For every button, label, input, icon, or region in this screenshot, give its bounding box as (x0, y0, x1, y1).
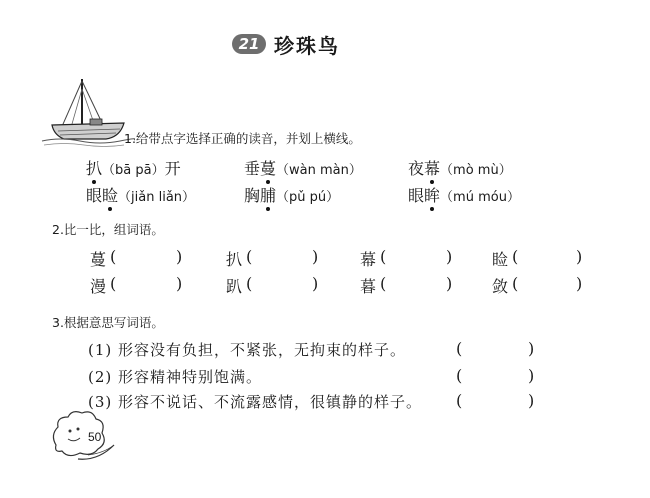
pinyin-options: wàn màn (289, 163, 349, 178)
answer-blank[interactable]: ( (512, 247, 519, 266)
compare-char: 暮 (360, 277, 377, 296)
lesson-number-badge: 21 (232, 34, 266, 54)
compare-char: 蔓 (90, 250, 107, 269)
pinyin-choice-item: 眼眸（mú móu） (408, 186, 520, 205)
pinyin-choice-item: 垂蔓（wàn màn） (244, 159, 362, 178)
pinyin-choice-item: 眼睑（jiǎn liǎn） (86, 186, 196, 205)
sailboat-illustration-icon (40, 75, 135, 150)
answer-blank[interactable]: ( (456, 366, 463, 385)
pinyin-options: jiǎn liǎn (131, 190, 183, 205)
answer-blank[interactable]: ( (456, 391, 463, 410)
answer-blank[interactable]: ( (456, 339, 463, 358)
answer-blank[interactable]: ( (512, 274, 519, 293)
answer-blank[interactable]: ( (246, 274, 253, 293)
pinyin-options: pǔ pú (289, 190, 327, 205)
definition-item: (2) 形容精神特别饱满。 (88, 368, 263, 386)
sheep-mascot-icon (48, 405, 118, 463)
compare-char: 幕 (360, 250, 377, 269)
section2-instruction: 2.比一比，组词语。 (52, 222, 164, 237)
definition-item: (1) 形容没有负担，不紧张，无拘束的样子。 (88, 341, 407, 359)
section3-instruction: 3.根据意思写词语。 (52, 315, 164, 330)
compare-char: 扒 (226, 250, 243, 269)
answer-blank[interactable]: ( (380, 274, 387, 293)
pinyin-choice-item: 扒（bā pā）开 (86, 159, 181, 178)
item-char: 扒 (86, 159, 103, 178)
pinyin-choice-item: 夜幕（mò mù） (408, 159, 512, 178)
compare-char: 趴 (226, 277, 243, 296)
compare-char: 睑 (492, 250, 509, 269)
item-tail: 开 (164, 159, 181, 178)
answer-blank[interactable]: ( (110, 274, 117, 293)
pinyin-options: mò mù (453, 163, 499, 178)
compare-char: 漫 (90, 277, 107, 296)
page-number: 50 (88, 430, 102, 444)
answer-blank[interactable]: ( (110, 247, 117, 266)
answer-blank[interactable]: ( (380, 247, 387, 266)
pinyin-options: bā pā (115, 163, 152, 178)
answer-blank[interactable]: ( (246, 247, 253, 266)
compare-char: 敛 (492, 277, 509, 296)
pinyin-options: mú móu (453, 190, 507, 205)
section1-instruction: 1.给带点字选择正确的读音，并划上横线。 (124, 131, 361, 146)
pinyin-choice-item: 胸脯（pǔ pú） (244, 186, 340, 205)
definition-item: (3) 形容不说话、不流露感情，很镇静的样子。 (88, 393, 423, 411)
lesson-title: 珍珠鸟 (274, 34, 340, 58)
